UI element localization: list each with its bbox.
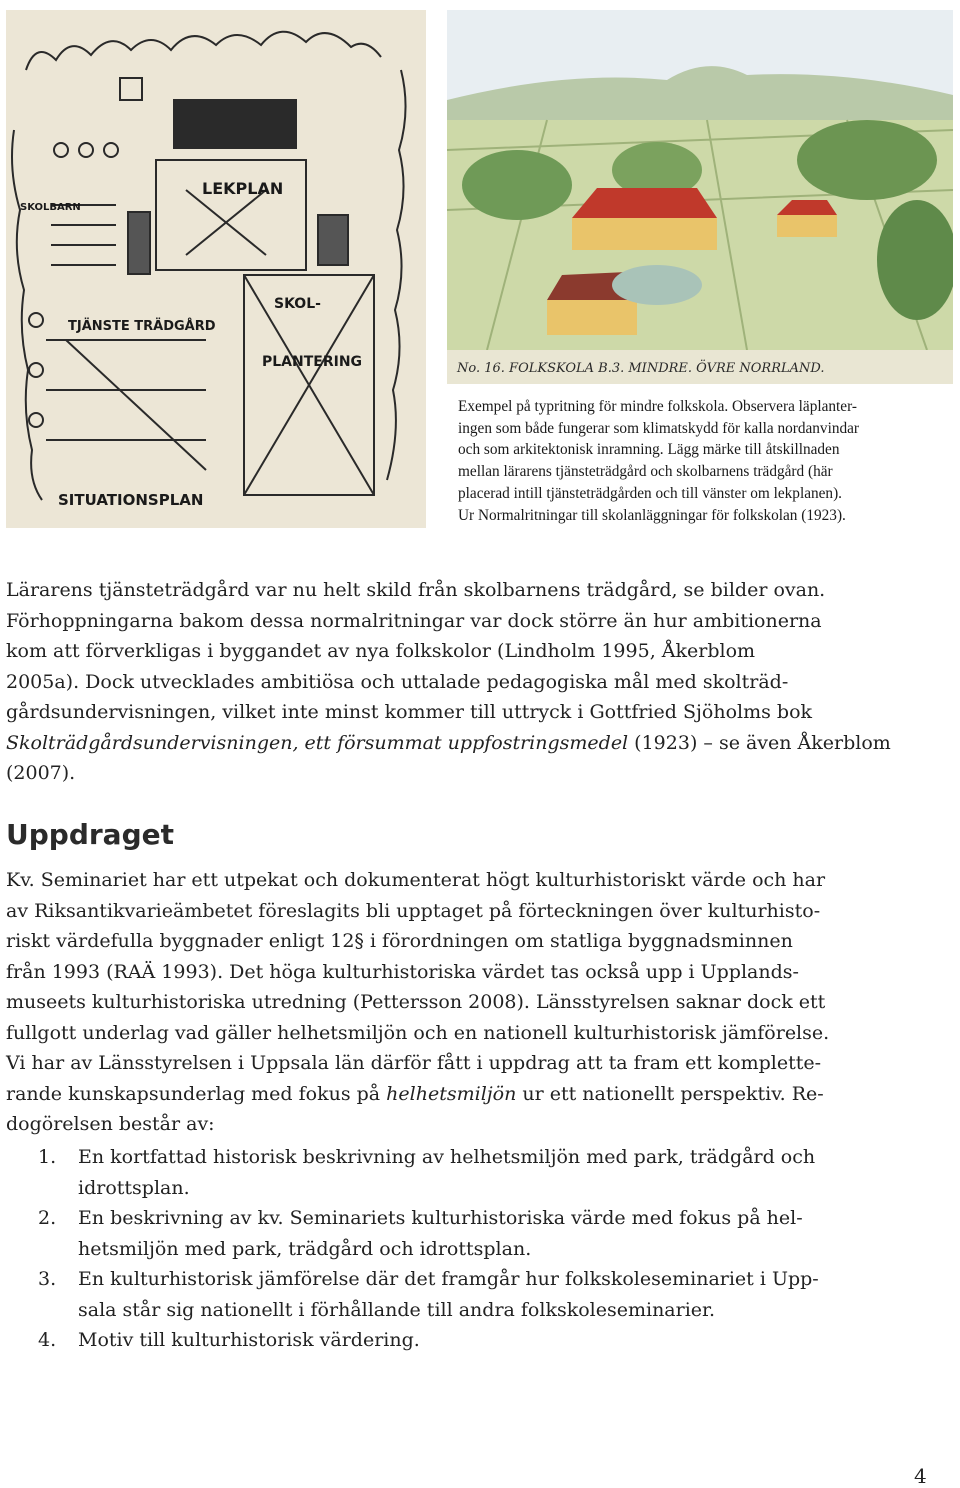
caption-line: mellan lärarens tjänsteträdgård och skolbarnens trädgård (här bbox=[458, 463, 833, 481]
section-heading: Uppdraget bbox=[6, 818, 174, 851]
list-item-text: sala står sig nationellt i förhållande till andra folkskoleseminarier. bbox=[78, 1298, 716, 1321]
book-title: Skolträdgårdsundervisningen, ett försummat uppfostringsmedel bbox=[6, 731, 629, 754]
list-number: 4. bbox=[38, 1329, 57, 1351]
plan-label-skol: SKOL- bbox=[274, 296, 321, 312]
caption-line: Exempel på typritning för mindre folkskola. Observera läplanter- bbox=[458, 398, 857, 415]
list-item-text: En beskrivning av kv. Seminariets kulturhistoriska värde med fokus på hel- bbox=[78, 1207, 803, 1229]
list-item-text: hetsmiljön med park, trädgård och idrottsplan. bbox=[78, 1237, 532, 1260]
emphasis-term: helhetsmiljön bbox=[386, 1082, 517, 1105]
caption-line: och som arkitektonisk inramning. Lägg märke till åtskillnaden bbox=[458, 441, 840, 459]
text-line: gårdsundervisningen, vilket inte minst kommer till uttryck i Gottfried Sjöholms bok bbox=[6, 701, 813, 723]
text-line: Förhoppningarna bakom dessa normalritningar var dock större än hur ambitionerna bbox=[6, 609, 822, 632]
text-line: Vi har av Länsstyrelsen i Uppsala län därför fått i uppdrag att ta fram ett komplette- bbox=[6, 1052, 822, 1074]
text-fragment: (1923) – se även Åkerblom bbox=[628, 731, 891, 754]
paragraph-intro bbox=[6, 575, 891, 789]
caption-line: placerad intill tjänsteträdgården och till vänster om lekplanen). bbox=[458, 484, 842, 502]
caption-line: Ur Normalritningar till skolanläggningar för folkskolan (1923). bbox=[458, 506, 846, 524]
list-item bbox=[0, 1203, 840, 1264]
page-number: 4 bbox=[914, 1464, 927, 1488]
list-number: 2. bbox=[38, 1207, 57, 1229]
text-fragment: ur ett nationellt perspektiv. Re- bbox=[516, 1082, 824, 1105]
text-line: 2005a). Dock utvecklades ambitiösa och uttalade pedagogiska mål med skolträd- bbox=[6, 670, 789, 693]
plan-label-situation: SITUATIONSPLAN bbox=[58, 491, 204, 509]
numbered-list bbox=[0, 1142, 840, 1356]
text-line: Kv. Seminariet har ett utpekat och dokumenterat högt kulturhistoriskt värde och har bbox=[6, 869, 826, 891]
paragraph-assignment bbox=[6, 865, 836, 1140]
text-line: riskt värdefulla byggnader enligt 12§ i förordningen om statliga byggnadsminnen bbox=[6, 930, 793, 952]
text-line bbox=[6, 728, 891, 759]
painting-svg bbox=[447, 10, 953, 384]
text-line: av Riksantikvarieämbetet föreslagits bli upptaget på förteckningen över kulturhisto- bbox=[6, 899, 821, 922]
list-item-text: idrottsplan. bbox=[78, 1176, 190, 1199]
site-plan-svg bbox=[6, 10, 426, 528]
list-item bbox=[0, 1325, 840, 1356]
list-number: 1. bbox=[38, 1146, 57, 1168]
plan-label-lekplan: LEKPLAN bbox=[202, 179, 284, 198]
list-item-text: Motiv till kulturhistorisk värdering. bbox=[78, 1329, 420, 1351]
text-line bbox=[6, 1079, 836, 1110]
text-line: från 1993 (RAÄ 1993). Det höga kulturhistoriska värdet tas också upp i Upplands- bbox=[6, 960, 799, 983]
text-line: dogörelsen består av: bbox=[6, 1113, 215, 1135]
site-plan-drawing bbox=[6, 10, 426, 528]
list-item bbox=[0, 1264, 840, 1325]
text-line: museets kulturhistoriska utredning (Pettersson 2008). Länsstyrelsen saknar dock ett bbox=[6, 991, 826, 1013]
plan-label-tjanste: TJÄNSTE TRÄDGÅRD bbox=[68, 319, 216, 334]
text-line: Lärarens tjänsteträdgård var nu helt skild från skolbarnens trädgård, se bilder ovan. bbox=[6, 579, 826, 601]
text-line: kom att förverkligas i byggandet av nya folkskolor (Lindholm 1995, Åkerblom bbox=[6, 640, 756, 662]
figure-caption bbox=[458, 396, 954, 526]
text-fragment: rande kunskapsunderlag med fokus på bbox=[6, 1082, 387, 1105]
text-line: fullgott underlag vad gäller helhetsmiljön och en nationell kulturhistorisk jämförelse. bbox=[6, 1021, 830, 1044]
list-item-text: En kortfattad historisk beskrivning av helhetsmiljön med park, trädgård och bbox=[78, 1146, 816, 1168]
plan-label-plantering: PLANTERING bbox=[262, 354, 363, 370]
school-painting bbox=[447, 10, 953, 384]
list-item-text: En kulturhistorisk jämförelse där det framgår hur folkskoleseminariet i Upp- bbox=[78, 1268, 819, 1290]
painting-inscription: No. 16. FOLKSKOLA B.3. MINDRE. ÖVRE NORRLAND. bbox=[457, 361, 825, 376]
plan-label-skolbarn: SKOLBARN bbox=[20, 202, 81, 213]
list-number: 3. bbox=[38, 1268, 57, 1290]
list-item bbox=[0, 1142, 840, 1203]
text-line: (2007). bbox=[6, 762, 76, 784]
caption-line: ingen som både fungerar som klimatskydd för kalla nordanvindar bbox=[458, 419, 860, 437]
